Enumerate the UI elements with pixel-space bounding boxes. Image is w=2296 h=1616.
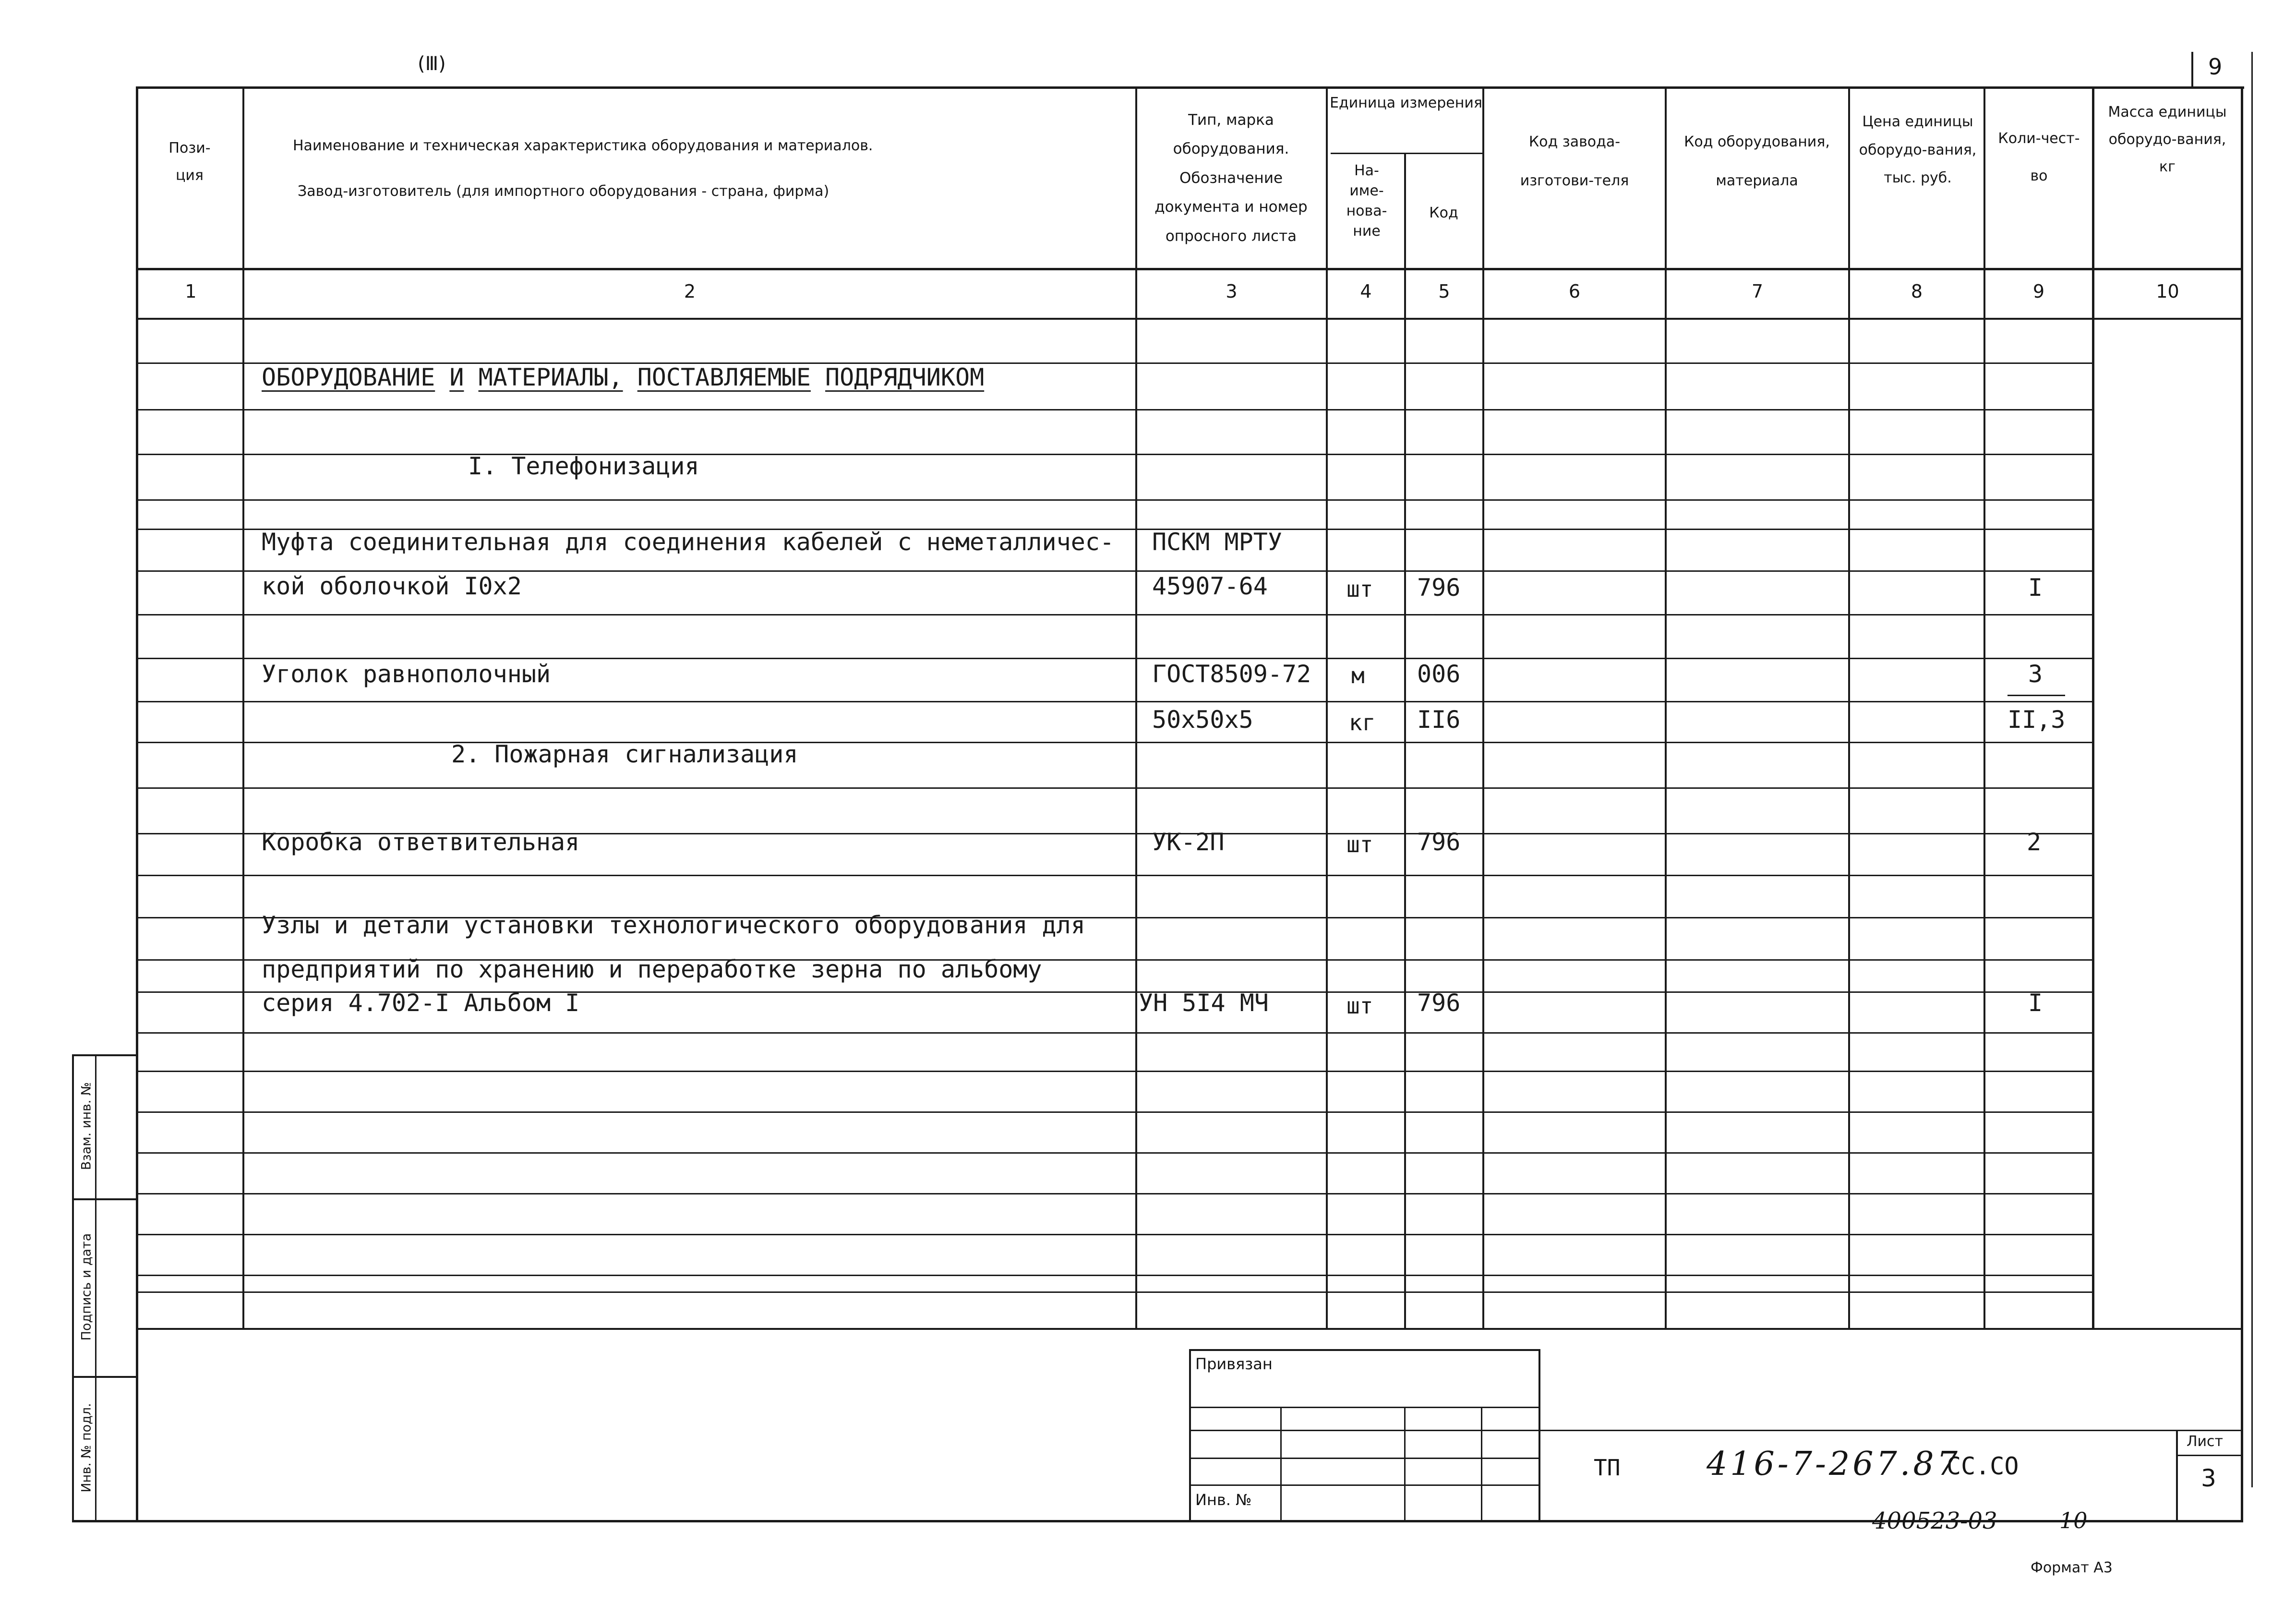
header-mass: Масса единицы оборудо-вания, кг <box>2108 104 2227 175</box>
item-2-code: 796 <box>1417 574 1461 602</box>
item-5-code: 796 <box>1417 828 1461 856</box>
section-title-part-d: ПОСТАВЛЯЕМЫЕ <box>637 363 811 391</box>
header-bottom-line <box>136 268 2243 270</box>
colnum-7: 7 <box>1751 281 1764 302</box>
item-2-unit: шт <box>1346 576 1373 602</box>
side-field-original-inv: Инв. № подл. <box>79 1403 94 1493</box>
side-strip-inner <box>95 1054 96 1522</box>
archive-page: 10 <box>2059 1507 2088 1533</box>
row-line <box>137 499 2093 501</box>
stamp-tp-label: ТП <box>1594 1455 1621 1481</box>
colnum-9: 9 <box>2032 281 2045 302</box>
row-line <box>137 1193 2093 1194</box>
stamp-vcol2 <box>1404 1407 1406 1521</box>
item-2-name: кой оболочкой I0х2 <box>262 572 522 600</box>
side-strip-top <box>72 1054 137 1056</box>
colnum-4: 4 <box>1360 281 1372 302</box>
row-line <box>137 1234 2093 1235</box>
col-line-5 <box>1482 86 1484 1330</box>
archive-number: 400523-03 <box>1872 1507 1997 1534</box>
units-divider <box>1331 153 1482 154</box>
item-5-unit: шт <box>1346 832 1373 857</box>
col-line-3 <box>1326 86 1328 1330</box>
colnum-1: 1 <box>185 281 197 302</box>
row-line <box>137 570 2093 572</box>
row-line <box>137 658 2093 659</box>
header-name-line2: Завод-изготовитель (для импортного оборудования - страна, фирма) <box>298 183 829 200</box>
col-line-1 <box>242 86 244 1330</box>
stamp-vcol3 <box>1481 1407 1482 1521</box>
subsection-telephony: I. Телефонизация <box>468 452 699 480</box>
row-line <box>137 1152 2093 1154</box>
page-number-box-left <box>2191 52 2193 88</box>
row-line <box>137 875 2093 876</box>
row-line <box>137 742 2093 743</box>
frame-left <box>136 86 138 1522</box>
item-6-name: Узлы и детали установки технологического оборудования для <box>262 911 1085 939</box>
item-7-name: предприятий по хранению и переработке зерна по альбому <box>262 955 1042 983</box>
fraction-line <box>2007 695 2065 696</box>
header-unit-name: На- име- нова- ние <box>1346 162 1387 240</box>
item-3-type: ГОСТ8509-72 <box>1152 660 1311 688</box>
item-5-qty: 2 <box>2027 828 2042 856</box>
sheet-box-left <box>2176 1430 2178 1522</box>
stamp-bottom-area-top <box>136 1328 2243 1330</box>
colnum-6: 6 <box>1568 281 1581 302</box>
side-strip-div1 <box>72 1198 137 1200</box>
col-line-8 <box>1983 86 1985 1330</box>
item-3-name: Уголок равнополочный <box>262 660 551 688</box>
top-label: (Ⅲ) <box>418 53 446 75</box>
colnum-bottom-line <box>136 318 2243 320</box>
header-units-group: Единица измерения <box>1330 95 1482 111</box>
col-line-9 <box>2092 86 2094 1330</box>
item-2-type: 45907-64 <box>1152 572 1268 600</box>
stamp-row3 <box>1189 1458 1540 1459</box>
item-3-qty: 3 <box>2028 660 2043 688</box>
col-line-2 <box>1135 86 1137 1330</box>
stamp-row4 <box>1189 1484 1540 1486</box>
stamp-row2 <box>1189 1430 1540 1431</box>
stamp-sheet-number: 3 <box>2201 1464 2216 1492</box>
item-8-qty: I <box>2028 989 2043 1017</box>
section-title-part-c: МАТЕРИАЛЫ, <box>478 363 623 391</box>
colnum-8: 8 <box>1911 281 1923 302</box>
item-1-type: ПСКМ МРТУ <box>1152 528 1282 556</box>
page-number: 9 <box>2208 54 2223 80</box>
header-unit-code: Код <box>1429 205 1458 221</box>
colnum-10: 10 <box>2156 281 2179 302</box>
stamp-inv-label: Инв. № <box>1195 1491 1252 1509</box>
page-edge-right <box>2251 52 2253 1487</box>
item-5-type: УК-2П <box>1152 828 1225 856</box>
item-4-qty: II,3 <box>2007 706 2066 734</box>
item-4-unit: кг <box>1349 710 1376 736</box>
stamp-top <box>1189 1349 1540 1351</box>
item-4-code: II6 <box>1417 706 1461 734</box>
stamp-row1 <box>1189 1407 1540 1408</box>
row-line <box>137 454 2093 455</box>
stamp-left <box>1189 1349 1191 1522</box>
header-price: Цена единицы оборудо-вания, тыс. руб. <box>1859 113 1977 186</box>
row-line <box>137 701 2093 702</box>
item-1-name: Муфта соединительная для соединения кабелей с неметалличес- <box>262 528 1115 556</box>
frame-right <box>2241 86 2243 1522</box>
subsection-fire-alarm: 2. Пожарная сигнализация <box>451 740 798 768</box>
row-line <box>137 1291 2093 1293</box>
item-8-unit: шт <box>1346 993 1373 1019</box>
item-8-code: 796 <box>1417 989 1461 1017</box>
item-5-name: Коробка ответвительная <box>262 828 580 856</box>
header-position: Пози- ция <box>168 140 211 184</box>
side-field-signature-date: Подпись и дата <box>79 1233 94 1341</box>
stamp-doc-code: СС.СО <box>1947 1452 2019 1480</box>
format-label: Формат А3 <box>2031 1559 2113 1576</box>
row-line <box>137 1111 2093 1113</box>
item-2-qty: I <box>2028 574 2043 602</box>
header-name-line1: Наименование и техническая характеристика оборудования и материалов. <box>293 137 873 154</box>
item-4-type: 50х50х5 <box>1152 706 1253 734</box>
row-line <box>137 1275 2093 1276</box>
header-factory-code: Код завода-изготови-теля <box>1520 133 1629 189</box>
row-line <box>137 409 2093 410</box>
header-quantity: Коли-чест-во <box>1998 130 2080 184</box>
header-equipment-code: Код оборудования, материала <box>1684 133 1830 189</box>
header-type: Тип, марка оборудования. Обозначение документа и номер опросного листа <box>1154 111 1308 245</box>
section-title-part-b: И <box>449 363 464 391</box>
section-title-part-e: ПОДРЯДЧИКОМ <box>825 363 985 391</box>
col-line-6 <box>1665 86 1667 1330</box>
stamp-sheet-label: Лист <box>2187 1433 2224 1450</box>
stamp-vcol1 <box>1280 1407 1282 1521</box>
section-title-part-a: ОБОРУДОВАНИЕ <box>262 363 435 391</box>
stamp-bound-label: Привязан <box>1195 1355 1273 1373</box>
designation-top <box>1539 1430 2243 1431</box>
row-line <box>137 1071 2093 1072</box>
side-field-replacement-inv: Взам. инв. № <box>79 1082 94 1170</box>
colnum-3: 3 <box>1226 281 1238 302</box>
item-8-type: УН 5I4 МЧ <box>1139 989 1269 1017</box>
side-strip-left <box>72 1054 74 1522</box>
colnum-5: 5 <box>1438 281 1450 302</box>
row-line <box>137 787 2093 789</box>
stamp-right <box>1539 1349 1540 1522</box>
col-line-7 <box>1848 86 1850 1330</box>
item-8-name: серия 4.702-I Альбом I <box>262 989 580 1017</box>
section-title <box>262 363 984 391</box>
item-3-unit: м <box>1351 663 1365 688</box>
sheet-box-div <box>2176 1455 2243 1456</box>
row-line <box>137 614 2093 615</box>
side-strip-div2 <box>72 1376 137 1378</box>
colnum-2: 2 <box>684 281 696 302</box>
frame-top <box>137 86 2244 89</box>
item-3-code: 006 <box>1417 660 1461 688</box>
row-line <box>137 1032 2093 1034</box>
stamp-designation: 416-7-267.87 <box>1707 1445 1960 1483</box>
